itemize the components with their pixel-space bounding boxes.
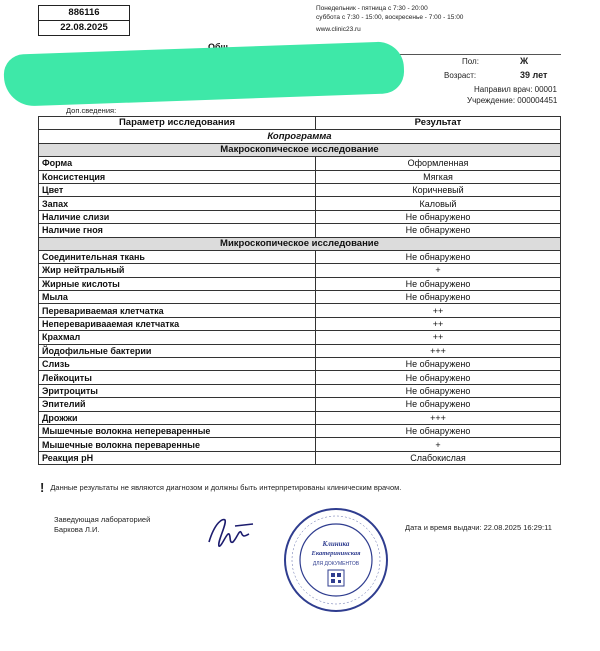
institution: Учреждение: 000004451: [467, 96, 558, 105]
age-value: 39 лет: [520, 70, 548, 80]
age-label: Возраст:: [444, 71, 477, 80]
table-row: [39, 210, 561, 223]
param-name: Наличие слизи: [39, 210, 316, 223]
param-value: Оформленная: [316, 157, 561, 170]
lab-head-title: Заведующая лабораторией: [54, 515, 151, 524]
table-row: [39, 411, 561, 424]
stamp-line-1: Клиника: [322, 540, 350, 548]
stamp-line-2: Екатерининская: [311, 550, 361, 557]
table-row: [39, 224, 561, 237]
sex-value: Ж: [520, 56, 529, 66]
param-value: +: [316, 438, 561, 451]
param-value: Не обнаружено: [316, 424, 561, 437]
lab-head-name: Баркова Л.И.: [54, 525, 100, 534]
lab-head: [54, 515, 150, 535]
table-row: [39, 157, 561, 170]
stamp-line-3: ДЛЯ ДОКУМЕНТОВ: [312, 561, 360, 567]
param-name: Жир нейтральный: [39, 264, 316, 277]
param-value: +++: [316, 411, 561, 424]
disclaimer: [40, 480, 401, 495]
param-value: Не обнаружено: [316, 210, 561, 223]
param-name: Форма: [39, 157, 316, 170]
param-value: ++: [316, 331, 561, 344]
table-row: [39, 358, 561, 371]
param-value: +: [316, 264, 561, 277]
param-name: Дрожжи: [39, 411, 316, 424]
param-value: Каловый: [316, 197, 561, 210]
table-row: [39, 304, 561, 317]
param-value: Не обнаружено: [316, 398, 561, 411]
param-name: Соединительная ткань: [39, 250, 316, 263]
param-name: Перевариваемая клетчатка: [39, 304, 316, 317]
param-value: ++: [316, 304, 561, 317]
disclaimer-text: Данные результаты не являются диагнозом и должны быть интерпретированы клиническим врачом.: [50, 483, 402, 492]
param-name: Лейкоциты: [39, 371, 316, 384]
param-value: Не обнаружено: [316, 224, 561, 237]
issue-datetime: Дата и время выдачи: 22.08.2025 16:29:11: [405, 523, 552, 532]
extra-info-label: Доп.сведения:: [66, 106, 117, 115]
param-value: Слабокислая: [316, 451, 561, 464]
param-name: Мышечные волокна переваренные: [39, 438, 316, 451]
col-result-header: Результат: [316, 117, 561, 130]
table-row: [39, 331, 561, 344]
table-row: [39, 183, 561, 196]
website: www.clinic23.ru: [316, 26, 361, 33]
referring-doctor: Направил врач: 00001: [474, 85, 557, 94]
param-name: Консистенция: [39, 170, 316, 183]
table-row: [39, 197, 561, 210]
table-row: [39, 277, 561, 290]
param-value: Коричневый: [316, 183, 561, 196]
results-table: [38, 116, 561, 465]
param-name: Крахмал: [39, 331, 316, 344]
param-name: Цвет: [39, 183, 316, 196]
table-row: [39, 264, 561, 277]
schedule: [316, 4, 463, 22]
warning-icon: !: [40, 480, 45, 495]
param-name: Йодофильные бактерии: [39, 344, 316, 357]
clinic-stamp: [282, 506, 390, 614]
param-name: Эпителий: [39, 398, 316, 411]
table-subtitle: Копрограмма: [39, 130, 561, 143]
table-row: [39, 398, 561, 411]
param-name: Непереваривааемая клетчатка: [39, 317, 316, 330]
param-name: Мыла: [39, 291, 316, 304]
param-value: +++: [316, 344, 561, 357]
param-name: Мышечные волокна непереваренные: [39, 424, 316, 437]
sex-label: Пол:: [462, 57, 479, 66]
table-row: [39, 424, 561, 437]
order-id-box: [38, 5, 130, 36]
param-name: Эритроциты: [39, 384, 316, 397]
param-value: Мягкая: [316, 170, 561, 183]
schedule-weekdays: Понедельник - пятница с 7:30 - 20:00: [316, 5, 428, 12]
signature-image: [205, 512, 257, 554]
table-row: [39, 291, 561, 304]
table-row: [39, 451, 561, 464]
table-row: [39, 344, 561, 357]
param-value: Не обнаружено: [316, 384, 561, 397]
table-row: [39, 250, 561, 263]
section-micro: Микроскопическое исследование: [39, 237, 561, 250]
param-value: Не обнаружено: [316, 277, 561, 290]
schedule-weekend: суббота с 7:30 - 15:00, воскресенье - 7:00 - 15:00: [316, 14, 464, 21]
param-value: Не обнаружено: [316, 250, 561, 263]
param-value: Не обнаружено: [316, 371, 561, 384]
redaction-mark-2: [60, 84, 220, 98]
section-macro: Макроскопическое исследование: [39, 143, 561, 156]
table-row: [39, 170, 561, 183]
param-value: ++: [316, 317, 561, 330]
table-row: [39, 438, 561, 451]
table-row: [39, 317, 561, 330]
order-id: 886116: [68, 7, 100, 18]
param-name: Жирные кислоты: [39, 277, 316, 290]
param-name: Наличие гноя: [39, 224, 316, 237]
param-value: Не обнаружено: [316, 291, 561, 304]
order-date: 22.08.2025: [39, 20, 129, 35]
table-row: [39, 371, 561, 384]
param-name: Слизь: [39, 358, 316, 371]
param-name: Реакция pH: [39, 451, 316, 464]
param-value: Не обнаружено: [316, 358, 561, 371]
table-row: [39, 384, 561, 397]
col-param-header: Параметр исследования: [39, 117, 316, 130]
param-name: Запах: [39, 197, 316, 210]
